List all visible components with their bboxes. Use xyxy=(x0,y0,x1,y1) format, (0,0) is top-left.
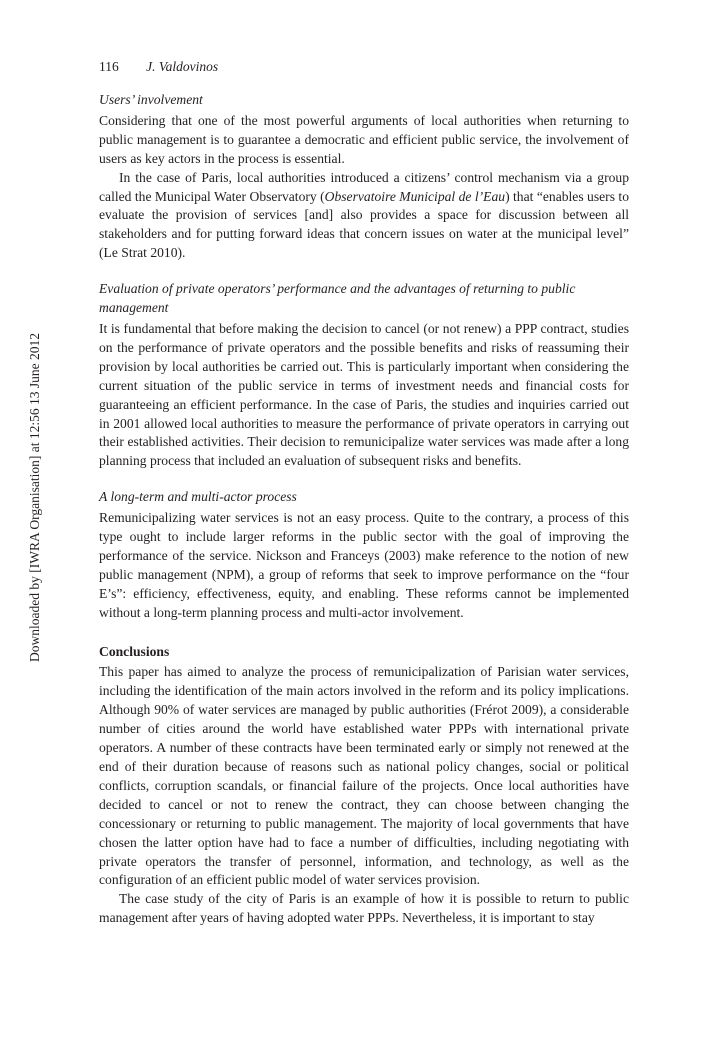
paragraph-text: In the case of Paris, local authorities introduced a citizens’ control mechanism via a group called the Municipal Water Observatory ( xyxy=(99,169,629,204)
section-heading: Users’ involvement xyxy=(99,92,203,107)
paragraph: Considering that one of the most powerful arguments of local authorities when returning to public management is to guarantee a democratic and efficient public service, the involvement of users as key actors in the process is essential. xyxy=(99,112,629,166)
section-long-term-process xyxy=(99,488,629,622)
paragraph: The case study of the city of Paris is an example of how it is possible to return to public management after years of having adopted water PPPs. Nevertheless, it is important to stay xyxy=(99,891,629,926)
section-users-involvement xyxy=(99,91,629,263)
paragraph-text: ) that “enables users to evaluate the provision of services [and] also provides a space for discussion between all stakeholders and for putting forward ideas that concern issues on water at the municipal level” (Le Strat 2010). xyxy=(99,188,629,261)
section-heading: A long-term and multi-actor process xyxy=(99,489,297,505)
running-author: J. Valdovinos xyxy=(146,59,219,74)
italic-term: Observatoire Municipal de l’Eau xyxy=(324,188,506,204)
download-watermark: Downloaded by [IWRA Organisation] at 12:56 13 June 2012 xyxy=(27,333,42,662)
paragraph xyxy=(99,169,629,264)
section-evaluation xyxy=(99,280,629,471)
paragraph: It is fundamental that before making the decision to cancel (or not renew) a PPP contract, studies on the performance of private operators and the possible benefits and risks of reassuming their provision by local authorities be carried out. This is particularly important when considering the current situation of the public service in terms of investment needs and financial costs for guaranteeing an efficient performance. In the case of Paris, the studies and inquiries carried out in 2001 allowed local authorities to measure the performance of private operators in carrying out their established activities. Their decision to remunicipalize water services was made after a long planning process that included an evaluation of subsequent risks and benefits. xyxy=(99,320,629,469)
paragraph: This paper has aimed to analyze the process of remunicipalization of Parisian water services, including the identification of the main actors involved in the reform and its policy implications. Although 90% of water services are managed by public authorities (Frérot 2009), a considerable number of cities around the world have established water PPPs with international private operators. A number of these contracts have been terminated early or simply not renewed at the end of their duration because of reasons such as national policy changes, social or political conflicts, corruption scandals, or financial failure of the projects. Once local authorities have decided to cancel or not to renew the contract, they can choose between changing the concessionary or returning to public management. The majority of local governments that have chosen the latter option have had to face a number of difficulties, including negotiating with private operators the transfer of personnel, information, and technology, as well as the configuration of an efficient public model of water services provision. xyxy=(99,664,629,888)
section-heading: Evaluation of private operators’ performance and the advantages of returning to public management xyxy=(99,281,576,316)
running-header xyxy=(99,59,218,75)
page-number: 116 xyxy=(99,59,119,74)
article-body xyxy=(99,91,629,928)
section-heading: Conclusions xyxy=(99,643,170,659)
section-conclusions xyxy=(99,643,629,929)
paragraph: Remunicipalizing water services is not an easy process. Quite to the contrary, a process of this type ought to include larger reforms in the public sector with the goal of improving the performance of the service. Nickson and Franceys (2003) make reference to the notion of new public management (NPM), a group of reforms that seek to improve performance on the “four E’s”: efficiency, effectiveness, equity, and enabling. These reforms cannot be implemented without a long-term planning process and multi-actor involvement. xyxy=(99,510,629,620)
